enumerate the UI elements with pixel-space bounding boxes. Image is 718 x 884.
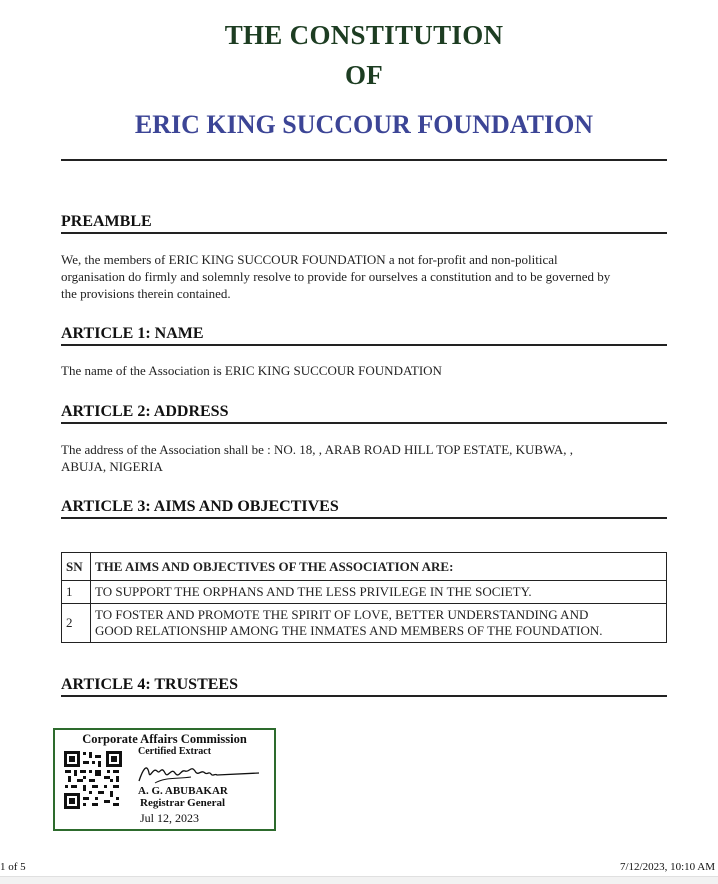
table-header-row [62, 553, 667, 581]
article4-heading: ARTICLE 4: TRUSTEES [61, 676, 667, 697]
preamble-line: We, the members of ERIC KING SUCCOUR FOUNDATION a not for-profit and non-political [61, 252, 558, 267]
article1-heading: ARTICLE 1: NAME [61, 325, 667, 346]
article2-text [61, 441, 666, 475]
article3-heading: ARTICLE 3: AIMS AND OBJECTIVES [61, 498, 667, 519]
print-timestamp: 7/12/2023, 10:10 AM [620, 861, 716, 873]
certified-extract-label: Certified Extract [138, 746, 212, 757]
registrar-title: Registrar General [140, 797, 226, 809]
table-row [62, 604, 667, 643]
seal-issuer: Corporate Affairs Commission [82, 732, 247, 746]
title-divider [61, 159, 667, 161]
page-number: 1 of 5 [0, 861, 26, 873]
preamble-line: organisation do firmly and solemnly resolve to provide for ourselves a constitution and to be governed by [61, 269, 611, 284]
article2-heading: ARTICLE 2: ADDRESS [61, 403, 667, 424]
table-row [62, 581, 667, 604]
document-title: THE CONSTITUTION [224, 20, 504, 50]
table-cell-sn: 1 [62, 581, 91, 604]
aims-table [61, 552, 667, 643]
registrar-name: A. G. ABUBAKAR [138, 785, 228, 797]
table-cell-sn: 2 [62, 604, 91, 643]
address-line: ABUJA, NIGERIA [61, 459, 163, 474]
address-line: The address of the Association shall be : NO. 18, , ARAB ROAD HILL TOP ESTATE, KUBWA, , [61, 442, 574, 457]
certification-date: Jul 12, 2023 [140, 811, 200, 825]
table-cell-aim [91, 604, 667, 643]
preamble-line: the provisions therein contained. [61, 286, 231, 301]
article1-text: The name of the Association is ERIC KING SUCCOUR FOUNDATION [61, 363, 442, 378]
document-title-of: OF [344, 60, 384, 90]
signature-image [135, 759, 261, 787]
qr-code-icon [63, 750, 123, 810]
table-header-sn: SN [62, 553, 91, 581]
preamble-text [61, 251, 666, 302]
table-cell-aim: TO SUPPORT THE ORPHANS AND THE LESS PRIVILEGE IN THE SOCIETY. [91, 581, 667, 604]
organization-name: ERIC KING SUCCOUR FOUNDATION [134, 110, 594, 139]
aim-line: TO FOSTER AND PROMOTE THE SPIRIT OF LOVE, BETTER UNDERSTANDING AND [95, 607, 589, 622]
preamble-heading: PREAMBLE [61, 213, 667, 234]
certification-seal [53, 728, 276, 831]
table-header-aims: THE AIMS AND OBJECTIVES OF THE ASSOCIATION ARE: [91, 553, 667, 581]
aim-line: GOOD RELATIONSHIP AMONG THE INMATES AND MEMBERS OF THE FOUNDATION. [95, 623, 603, 638]
